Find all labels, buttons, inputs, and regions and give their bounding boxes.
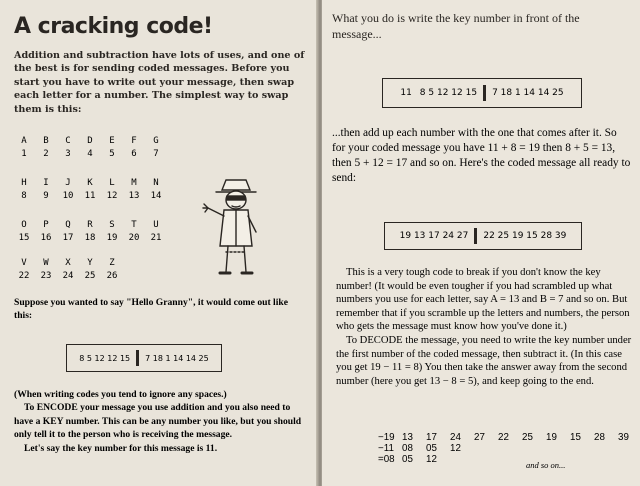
alphabet-cell	[146, 220, 166, 243]
spaces-note: (When writing codes you tend to ignore any spaces.)	[14, 389, 227, 400]
alphabet-cell	[124, 136, 144, 159]
alphabet-number: 15	[18, 233, 30, 243]
alphabet-number: 21	[150, 233, 162, 243]
word-separator	[136, 350, 139, 366]
intro-paragraph: Addition and subtraction have lots of uses, and one of the best is for sending coded messages. Before you start you have to write out your message, then swap each letter for a number. The simplest way to swap them is this:	[14, 50, 305, 115]
alphabet-number: 6	[131, 149, 137, 159]
decode-number: 05	[426, 443, 437, 454]
alphabet-cell	[124, 220, 144, 243]
message-box-left	[66, 344, 222, 372]
decode-number: 22	[498, 432, 509, 443]
key-number-line: Let's say the key number for this message is 11.	[24, 442, 218, 454]
right-intro: What you do is write the key number in front of the message...	[332, 11, 580, 41]
alphabet-number: 11	[84, 191, 96, 201]
alphabet-number: 17	[62, 233, 74, 243]
alphabet-number: 10	[62, 191, 74, 201]
alphabet-letter: W	[43, 258, 49, 268]
alphabet-number: 26	[106, 271, 118, 281]
alphabet-letter: M	[131, 178, 137, 188]
decode-number: 12	[426, 454, 437, 465]
alphabet-number: 18	[84, 233, 96, 243]
alphabet-number: 25	[84, 271, 96, 281]
alphabet-cell	[36, 136, 56, 159]
alphabet-number: 13	[128, 191, 140, 201]
alphabet-cell	[102, 220, 122, 243]
decode-number: 19	[546, 432, 557, 443]
decode-number: 08	[402, 443, 413, 454]
alphabet-cell	[102, 178, 122, 201]
result-row	[378, 454, 638, 465]
coded-word-2: 22 25 19 15 28 39	[483, 231, 567, 241]
alphabet-cell	[146, 136, 166, 159]
alphabet-letter: O	[21, 220, 27, 230]
box-word-hello: 8 5 12 12 15	[419, 88, 478, 98]
alphabet-cell	[58, 258, 78, 281]
box-word-hello: 8 5 12 12 15	[79, 353, 131, 363]
alphabet-cell	[14, 258, 34, 281]
alphabet-letter: A	[21, 136, 27, 146]
alphabet-number: 22	[18, 271, 30, 281]
decode-number: 25	[522, 432, 533, 443]
alphabet-number: 1	[21, 149, 27, 159]
alphabet-letter: R	[87, 220, 93, 230]
alphabet-letter: P	[43, 220, 49, 230]
decode-number: =08	[378, 454, 395, 465]
decode-number: −19	[378, 432, 395, 443]
tough-code-paragraph: This is a very tough code to break if you don't know the key number! (It would be even tougher if you had scrambled up what numbers you use for each letter, say A = 13 and B = 7 and so on. But remember that if you scramble up the letters and numbers, the person who gets the message must know how you've done it.)	[336, 267, 630, 333]
alphabet-letter: K	[87, 178, 93, 188]
alphabet-number: 23	[40, 271, 52, 281]
alphabet-cell	[36, 258, 56, 281]
alphabet-cell	[102, 258, 122, 281]
box-word-granny: 7 18 1 14 14 25	[145, 353, 209, 363]
alphabet-letter: N	[153, 178, 159, 188]
alphabet-letter: Y	[87, 258, 93, 268]
decode-number: 13	[402, 432, 413, 443]
encode-paragraph: To ENCODE your message you use addition and you also need to have a KEY number. This can be any number you like, but you should only tell it to the person who is receiving the message.	[14, 402, 302, 441]
alphabet-letter: L	[109, 178, 115, 188]
decode-number: 12	[450, 443, 461, 454]
alphabet-cell	[14, 136, 34, 159]
alphabet-letter: X	[65, 258, 71, 268]
alphabet-letter: G	[153, 136, 159, 146]
alphabet-letter: V	[21, 258, 27, 268]
box-key-number: 11	[400, 88, 412, 98]
alphabet-number: 2	[43, 149, 49, 159]
alphabet-cell	[124, 178, 144, 201]
alphabet-cell	[36, 220, 56, 243]
alphabet-cell	[80, 258, 100, 281]
alphabet-letter: F	[131, 136, 137, 146]
alphabet-number: 24	[62, 271, 74, 281]
alphabet-letter: C	[65, 136, 71, 146]
alphabet-cell	[80, 220, 100, 243]
decode-number: 17	[426, 432, 437, 443]
alphabet-number: 20	[128, 233, 140, 243]
word-separator	[483, 85, 486, 101]
decode-paragraph: To DECODE the message, you need to write the key number under the first number of the coded message, then subtract it. (In this case you get 19 − 11 = 8) You then take the answer away from the second number (here you get 13 − 8 = 5), and keep going to the end.	[336, 334, 632, 387]
alphabet-letter: B	[43, 136, 49, 146]
alphabet-number: 9	[43, 191, 49, 201]
alphabet-number: 4	[87, 149, 93, 159]
alphabet-letter: D	[87, 136, 93, 146]
alphabet-number: 14	[150, 191, 162, 201]
alphabet-number: 19	[106, 233, 118, 243]
and-so-on-text: and so on...	[526, 460, 566, 470]
word-separator	[474, 228, 477, 244]
alphabet-cell	[58, 136, 78, 159]
decode-number: 39	[618, 432, 629, 443]
alphabet-letter: J	[65, 178, 71, 188]
alphabet-number: 12	[106, 191, 118, 201]
coded-message-box	[384, 222, 582, 250]
decode-number: 24	[450, 432, 461, 443]
alphabet-letter: U	[153, 220, 159, 230]
decode-number: 28	[594, 432, 605, 443]
alphabet-letter: T	[131, 220, 137, 230]
add-up-paragraph: ...then add up each number with the one that comes after it. So for your coded message you have 11 + 8 = 19 then 8 + 5 = 13, then 5 + 12 = 17 and so on. Here's the coded message all ready to send:	[332, 127, 631, 184]
alphabet-cell	[14, 178, 34, 201]
key-row	[378, 443, 638, 454]
alphabet-cell	[36, 178, 56, 201]
alphabet-cell	[80, 178, 100, 201]
alphabet-letter: E	[109, 136, 115, 146]
coded-row	[378, 432, 638, 443]
alphabet-cell	[102, 136, 122, 159]
alphabet-letter: H	[21, 178, 27, 188]
alphabet-letter: I	[43, 178, 49, 188]
alphabet-number: 5	[109, 149, 115, 159]
box-word-granny: 7 18 1 14 14 25	[492, 88, 564, 98]
decode-worked-example	[378, 432, 638, 465]
alphabet-number: 7	[153, 149, 159, 159]
alphabet-cell	[14, 220, 34, 243]
decode-number: −11	[378, 443, 394, 454]
alphabet-cell	[58, 220, 78, 243]
detective-illustration	[202, 176, 270, 280]
alphabet-number: 8	[21, 191, 27, 201]
decode-number: 15	[570, 432, 581, 443]
alphabet-letter: Z	[109, 258, 115, 268]
page-title: A cracking code!	[14, 14, 213, 39]
hello-granny-text: Suppose you wanted to say "Hello Granny", it would come out like this:	[14, 297, 288, 322]
alphabet-number: 3	[65, 149, 71, 159]
alphabet-number: 16	[40, 233, 52, 243]
alphabet-letter: Q	[65, 220, 71, 230]
key-message-box	[382, 78, 582, 108]
coded-word-1: 19 13 17 24 27	[399, 231, 469, 241]
decode-number: 05	[402, 454, 413, 465]
alphabet-cell	[58, 178, 78, 201]
alphabet-cell	[146, 178, 166, 201]
decode-number: 27	[474, 432, 485, 443]
alphabet-letter: S	[109, 220, 115, 230]
alphabet-cell	[80, 136, 100, 159]
